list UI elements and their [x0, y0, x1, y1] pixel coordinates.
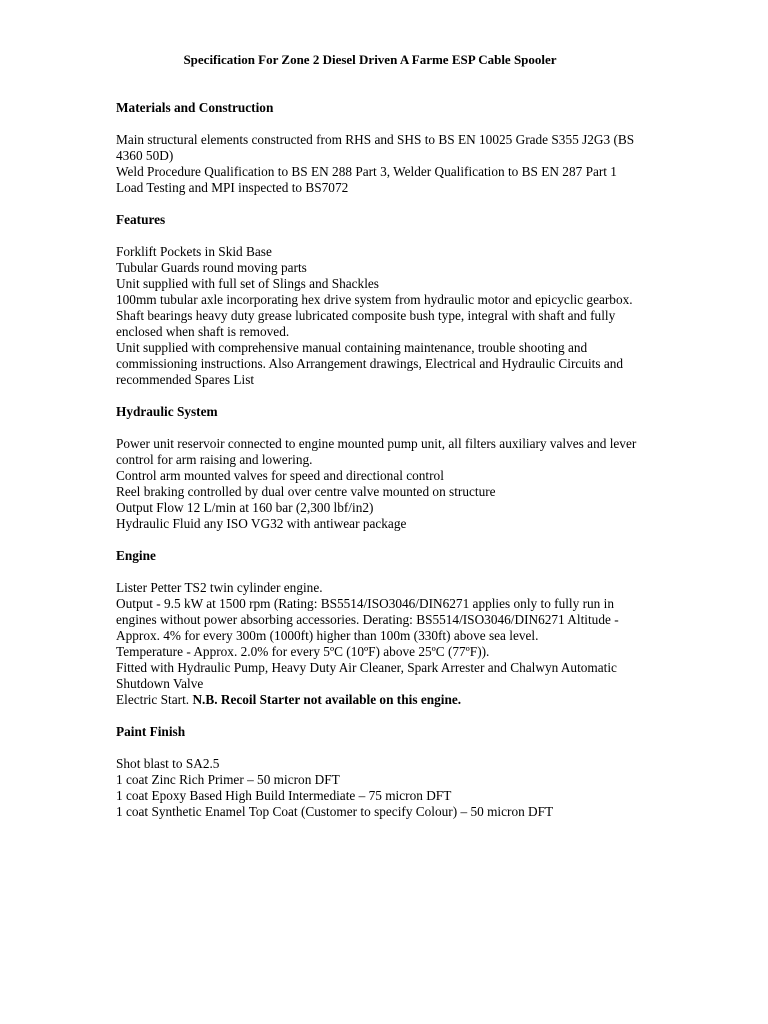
- spec-line: Shot blast to SA2.5: [116, 756, 220, 771]
- spec-line: Weld Procedure Qualification to BS EN 288 Part 3, Welder Qualification to BS EN 287 Part 1: [116, 164, 617, 179]
- spec-line: Unit supplied with full set of Slings and Shackles: [116, 276, 379, 291]
- recoil-starter-note: N.B. Recoil Starter not available on this engine.: [192, 692, 462, 707]
- spec-line: Fitted with Hydraulic Pump, Heavy Duty Air Cleaner, Spark Arrester and Chalwyn Automatic Shutdown Valve: [116, 660, 617, 691]
- spec-line: Output Flow 12 L/min at 160 bar (2,300 lbf/in2): [116, 500, 374, 515]
- spec-line: Power unit reservoir connected to engine mounted pump unit, all filters auxiliary valves and lever control for arm raising and lowering.: [116, 436, 637, 467]
- spec-line: Forklift Pockets in Skid Base: [116, 244, 272, 259]
- section-paint-finish: [116, 724, 656, 820]
- section-hydraulic-system: [116, 404, 656, 532]
- spec-line: Control arm mounted valves for speed and directional control: [116, 468, 444, 483]
- spec-line: Shaft bearings heavy duty grease lubricated composite bush type, integral with shaft and fully enclosed when shaft is removed.: [116, 308, 616, 339]
- spec-line: 100mm tubular axle incorporating hex drive system from hydraulic motor and epicyclic gearbox.: [116, 292, 633, 307]
- spec-line: Main structural elements constructed from RHS and SHS to BS EN 10025 Grade S355 J2G3 (BS 4360 50D): [116, 132, 635, 163]
- section-heading: Features: [116, 212, 166, 227]
- section-engine: [116, 548, 656, 708]
- spec-line: Hydraulic Fluid any ISO VG32 with antiwear package: [116, 516, 407, 531]
- spec-line: Output - 9.5 kW at 1500 rpm (Rating: BS5514/ISO3046/DIN6271 applies only to fully run in engines without power absorbing accessories. Derating: BS5514/ISO3046/DIN6271 Altitude - Approx. 4% for every 300m (1000ft) higher than 100m (330ft) above sea level.: [116, 596, 619, 643]
- spec-line: Load Testing and MPI inspected to BS7072: [116, 180, 349, 195]
- spec-line: 1 coat Zinc Rich Primer – 50 micron DFT: [116, 772, 340, 787]
- spec-line: 1 coat Synthetic Enamel Top Coat (Customer to specify Colour) – 50 micron DFT: [116, 804, 554, 819]
- spec-line: Unit supplied with comprehensive manual containing maintenance, trouble shooting and commissioning instructions. Also Arrangement drawings, Electrical and Hydraulic Circuits and recommended Spares List: [116, 340, 624, 387]
- document-title: Specification For Zone 2 Diesel Driven A Farme ESP Cable Spooler: [183, 52, 557, 67]
- section-heading: Engine: [116, 548, 156, 563]
- spec-line: Tubular Guards round moving parts: [116, 260, 307, 275]
- spec-line: Reel braking controlled by dual over centre valve mounted on structure: [116, 484, 496, 499]
- spec-line: Temperature - Approx. 2.0% for every 5ºC (10ºF) above 25ºC (77ºF)).: [116, 644, 490, 659]
- section-heading: Paint Finish: [116, 724, 186, 739]
- spec-line-electric-start: [116, 692, 656, 708]
- section-heading: Hydraulic System: [116, 404, 218, 419]
- section-heading: Materials and Construction: [116, 100, 274, 115]
- section-materials-and-construction: [116, 100, 656, 196]
- spec-line: 1 coat Epoxy Based High Build Intermediate – 75 micron DFT: [116, 788, 452, 803]
- document-page: [116, 52, 656, 836]
- electric-start-text: Electric Start.: [116, 692, 190, 707]
- spec-line: Lister Petter TS2 twin cylinder engine.: [116, 580, 323, 595]
- section-features: [116, 212, 656, 388]
